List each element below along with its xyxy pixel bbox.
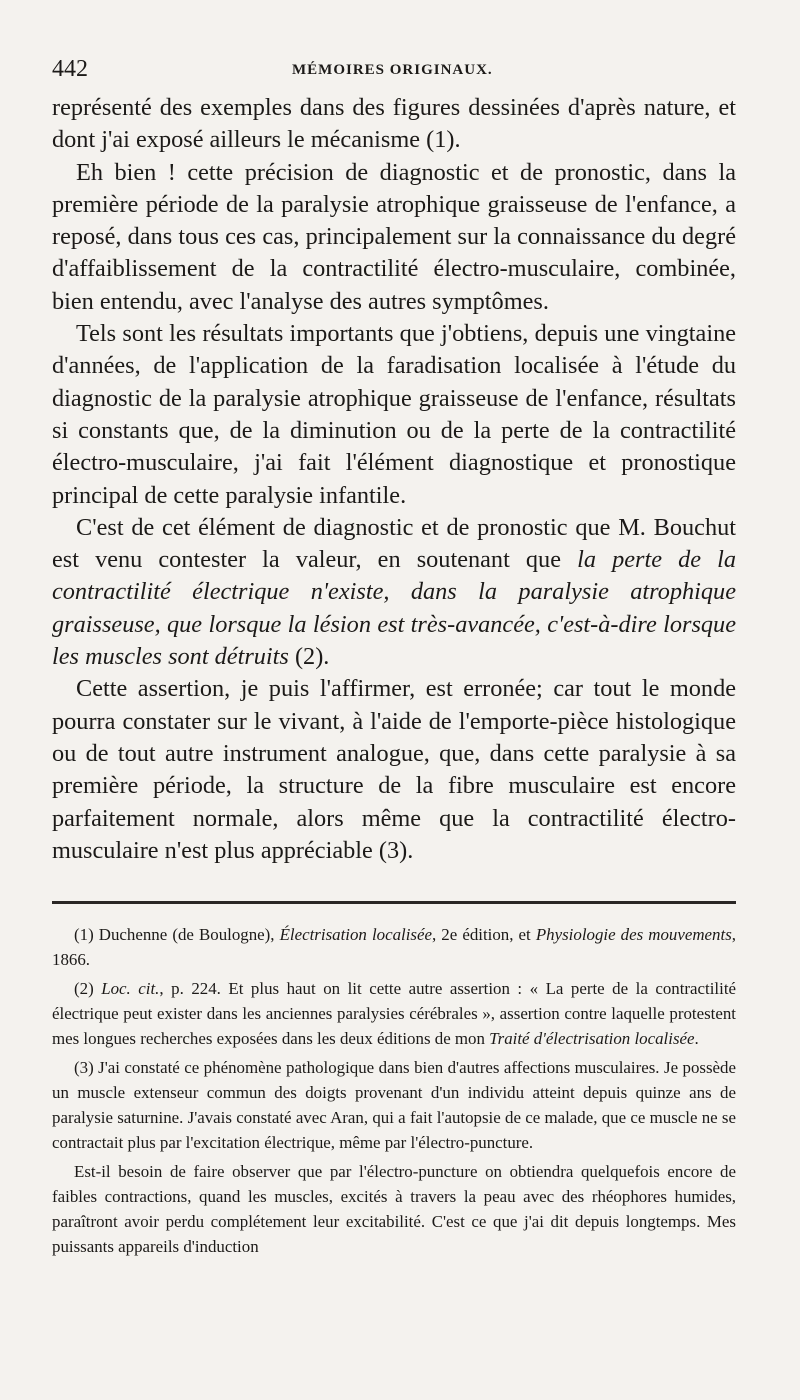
paragraph-4-text-b: (2).	[288, 643, 330, 671]
footnote-2-text-c: .	[694, 1029, 699, 1049]
footnote-2	[52, 976, 736, 1051]
page-header	[52, 52, 736, 92]
paragraph-4-italic-quote: la perte de la contractilité électrique n'existe, dans la paralysie atrophique graisseuse, que lorsque la lésion est très-avancée, c'est-à-dire lorsque les muscles sont détruits	[52, 546, 736, 671]
footnote-1-italic-1: Électrisation localisée	[279, 925, 432, 945]
paragraph-4	[52, 512, 736, 673]
main-text	[52, 92, 736, 867]
footnote-1-text-a: (1) Duchenne (de Boulogne),	[74, 925, 280, 945]
footnote-separator	[52, 901, 736, 904]
footnote-1-text-c: , 1866.	[52, 925, 736, 970]
paragraph-4-text-a: C'est de cet élément de diagnostic et de pronostic que M. Bouchut est venu contester la valeur, en soutenant que	[52, 513, 736, 574]
footnote-1-text-b: , 2e édition, et	[432, 925, 536, 945]
footnote-3-continuation: Est-il besoin de faire observer que par l'électro-puncture on obtiendra quelquefois encore de faibles contractions, quand les muscles, excités à travers la peau avec des rhéophores humides, paraîtront avoir perdu complétement leur excitabilité. C'est ce que j'ai dit depuis longtemps. Mes puissants appareils d'induction	[52, 1162, 736, 1257]
running-head: MÉMOIRES ORIGINAUX.	[292, 62, 493, 78]
footnotes	[52, 922, 736, 1259]
paragraph-5: Cette assertion, je puis l'affirmer, est erronée; car tout le monde pourra constater sur le vivant, à l'aide de l'emporte-pièce histologique ou de tout autre instrument analogue, que, dans cette paralysie à sa première période, la structure de la fibre musculaire est encore parfaitement normale, alors même que la contractilité électro-musculaire n'est plus appréciable (3).	[52, 675, 736, 864]
footnote-3: (3) J'ai constaté ce phénomène pathologique dans bien d'autres affections musculaires. Je possède un muscle extenseur commun des doigts provenant d'un individu atteint depuis quinze ans de paralysie saturnine. J'avais constaté avec Aran, qui a fait l'autopsie de ce malade, que ce muscle ne se contractait plus par l'excitation électrique, même par l'électro-puncture.	[52, 1058, 736, 1153]
footnote-2-italic-2: Traité d'électrisation localisée	[489, 1029, 695, 1049]
footnote-1	[52, 922, 736, 972]
page-number: 442	[52, 56, 88, 82]
footnote-1-italic-2: Physiologie des mouvements	[535, 925, 732, 945]
footnote-2-text-b: , p. 224. Et plus haut on lit cette autre assertion : « La perte de la contractilité électrique peut exister dans les anciennes paralysies cérébrales », assertion contre laquelle protestent mes longues recherches exposées dans les deux éditions de mon	[52, 979, 737, 1049]
book-page	[52, 52, 736, 1259]
paragraph-2: Eh bien ! cette précision de diagnostic et de pronostic, dans la première période de la paralysie atrophique graisseuse de l'enfance, a reposé, dans tous ces cas, principalement sur la connaissance du degré d'affaiblissement de la contractilité électro-musculaire, combinée, bien entendu, avec l'analyse des autres symptômes.	[52, 158, 736, 315]
paragraph-1: représenté des exemples dans des figures dessinées d'après nature, et dont j'ai exposé ailleurs le mécanisme (1).	[52, 94, 736, 154]
footnote-2-italic-1: Loc. cit.	[101, 979, 160, 999]
footnote-2-text-a: (2)	[74, 979, 102, 999]
paragraph-3: Tels sont les résultats importants que j'obtiens, depuis une vingtaine d'années, de l'application de la faradisation localisée à l'étude du diagnostic de la paralysie atrophique graisseuse de l'enfance, résultats si constants que, de la diminution ou de la perte de la contractilité électro-musculaire, j'ai fait l'élément diagnostique et pronostique principal de cette paralysie infantile.	[52, 320, 736, 509]
